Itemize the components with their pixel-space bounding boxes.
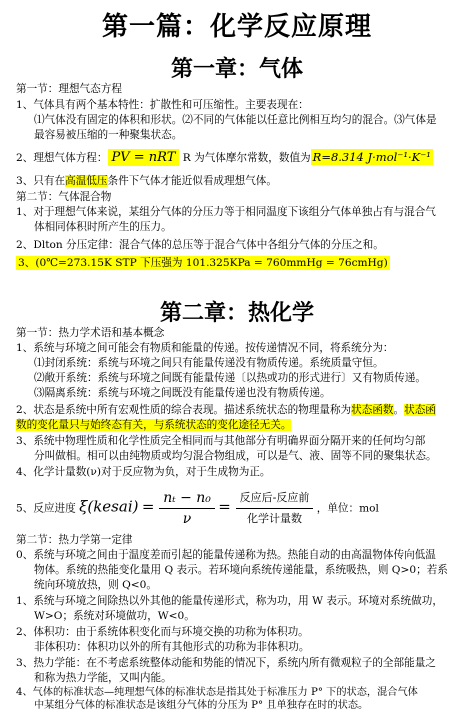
mixture-item-3-wrap (16, 256, 390, 270)
section-1-2-heading: 第二节：气体混合物 (16, 191, 112, 203)
isolated-system-item: ⑶隔离系统：系统与环境之间既没有能量传递也没有物质传递。 (34, 387, 331, 399)
heat-item-c: 统向环境放热，则 Q<0。 (34, 579, 158, 591)
state-function-rule-highlight: 数的变化量只与始终态有关，与系统状态的变化途径无关。 (16, 419, 292, 431)
state-desc-a: 2、状态是系统中所有宏观性质的综合表现。描述系统状态的物理量称为 (16, 404, 352, 416)
gas-constant-value: R=8.314 J·mol⁻¹·K⁻¹ (312, 150, 431, 164)
state-function-highlight-2: 状态函 (404, 404, 436, 416)
ideal-gas-formula: PV = nRT (108, 149, 180, 166)
paragraph-2-prefix: 2、理想气体方程： (16, 152, 108, 164)
paragraph-2 (16, 150, 433, 165)
thermo-item-1: 1、系统与环境之间可能会有物质和能量的传递。按传递情况不同，将系统分为： (16, 342, 394, 354)
work-item: 1、系统与环境之间除热以外其他的能量传递形式，称为功，用 W 表示。环境对系统做功， (16, 595, 443, 607)
standard-state-item: 4、气体的标准状态—纯理想气体的标准状态是指其处于标准压力 P° 下的状态，混合气体 (16, 687, 418, 698)
chapter-2-title: 第二章：热化学 (159, 300, 314, 326)
mixture-item-2: 2、Dlton 分压定律：混合气体的总压等于混合气体中各组分气体的分压之和。 (16, 239, 384, 251)
document-title: 第一篇：化学反应原理 (101, 12, 372, 42)
heat-item: 0、系统与环境之间由于温度差而引起的能量传递称为热。热能自动的由高温物体传向低温 (16, 549, 436, 561)
thermo-item-3: 3、系统中物理性质和化学性质完全相同而与其他部分有明确界面分隔开来的任何均匀部 (16, 435, 426, 447)
thermo-item-3-b: 分叫做相。相可以由纯物质或均匀混合物组成，可以是气、液、固等不同的聚集状态。 (34, 450, 437, 462)
reaction-extent-item: 5、反应进度 ξ(kesai) = $\frac{\text{nₜ − n₀}}{\nu}$ = $\frac{\text{反应后-反应前}}{\text{化学计量数}}$ ，单位：mol (16, 490, 379, 527)
paragraph-1: 1、气体具有两个基本特性：扩散性和可压缩性。主要表现在： (16, 99, 309, 111)
work-item-b: W>O；系统对环境做功，W<0。 (34, 610, 195, 622)
extent-numerator: nₜ − n₀ (159, 488, 215, 509)
paragraph-2-mid: R 为气体摩尔常数，数值为 (179, 152, 311, 164)
thermo-item-2-b-wrap (16, 418, 291, 432)
extent-word-numerator: 反应后-反应前 (236, 488, 314, 509)
paragraph-3-prefix: 3、只有在 (16, 175, 66, 187)
state-function-highlight: 状态函数 (351, 404, 394, 416)
reaction-extent-prefix: 5、反应进度 (16, 502, 76, 515)
paragraph-3 (16, 174, 277, 188)
extent-fraction (159, 488, 215, 529)
heat-item-b: 物体。系统的热能变化量用 Q 表示。若环境向系统传递能量，系统吸热，则 Q>0；若系 (34, 564, 448, 576)
extent-unit: ，单位：mol (316, 502, 379, 515)
paragraph-3-suffix: 条件下气体才能近似看成理想气体。 (107, 175, 277, 187)
high-temp-low-pressure-highlight: 高温低压 (65, 175, 108, 187)
volume-work-item: 2、体积功：由于系统体积变化而与环境交换的功称为体积功。 (16, 626, 309, 638)
extent-word-denominator: 化学计量数 (247, 512, 302, 525)
chapter-1-title: 第一章：气体 (170, 56, 303, 82)
non-volume-work-item: 非体积功：体积功以外的所有其他形式的功称为非体积功。 (34, 641, 310, 653)
open-system-item: ⑵敞开系统：系统与环境之间既有能量传递〔以热或功的形式进行〕又有物质传递。 (34, 372, 426, 384)
thermo-item-4: 4、化学计量数(ν)对于反应物为负，对于生成物为正。 (16, 466, 271, 478)
section-2-1-heading: 第一节：热力学术语和基本概念 (16, 327, 165, 339)
stp-highlight: 3、(0℃=273.15K STP 下压强为 101.325KPa = 760mmHg = 76cmHg) (18, 257, 388, 269)
section-2-2-heading: 第二节：热力学第一定律 (16, 534, 133, 546)
mixture-item-1-b: 体相同体积时所产生的压力。 (34, 221, 172, 233)
standard-state-item-b: 中某组分气体的标准状态是该组分气体的分压为 P° 且单独存在时的状态。 (34, 700, 369, 711)
extent-word-fraction (236, 488, 314, 529)
section-1-1-heading: 第一节：理想气态方程 (16, 83, 122, 95)
internal-energy-item: 3、热力学能：在不考虑系统整体动能和势能的情况下，系统内所有微观粒子的全部能量之 (16, 657, 436, 669)
paragraph-1-c: 最容易被压缩的一种聚集状态。 (34, 129, 183, 141)
mixture-item-1: 1、对于理想气体来说，某组分气体的分压力等于相同温度下该组分气体单独占有与混合气 (16, 206, 436, 218)
thermo-item-2 (16, 403, 436, 417)
closed-system-item: ⑴封闭系统：系统与环境之间只有能量传递没有物质传递。系统质量守恒。 (34, 357, 384, 369)
extent-denominator: ν (182, 511, 192, 527)
paragraph-1-b: ⑴气体没有固定的体积和形状。⑵不同的气体能以任意比例相互均匀的混合。⑶气体是 (34, 114, 437, 126)
xi-symbol: ξ(kesai) (79, 497, 139, 516)
state-desc-b: 。 (393, 404, 405, 416)
internal-energy-item-b: 和称为热力学能，又叫内能。 (34, 672, 172, 684)
